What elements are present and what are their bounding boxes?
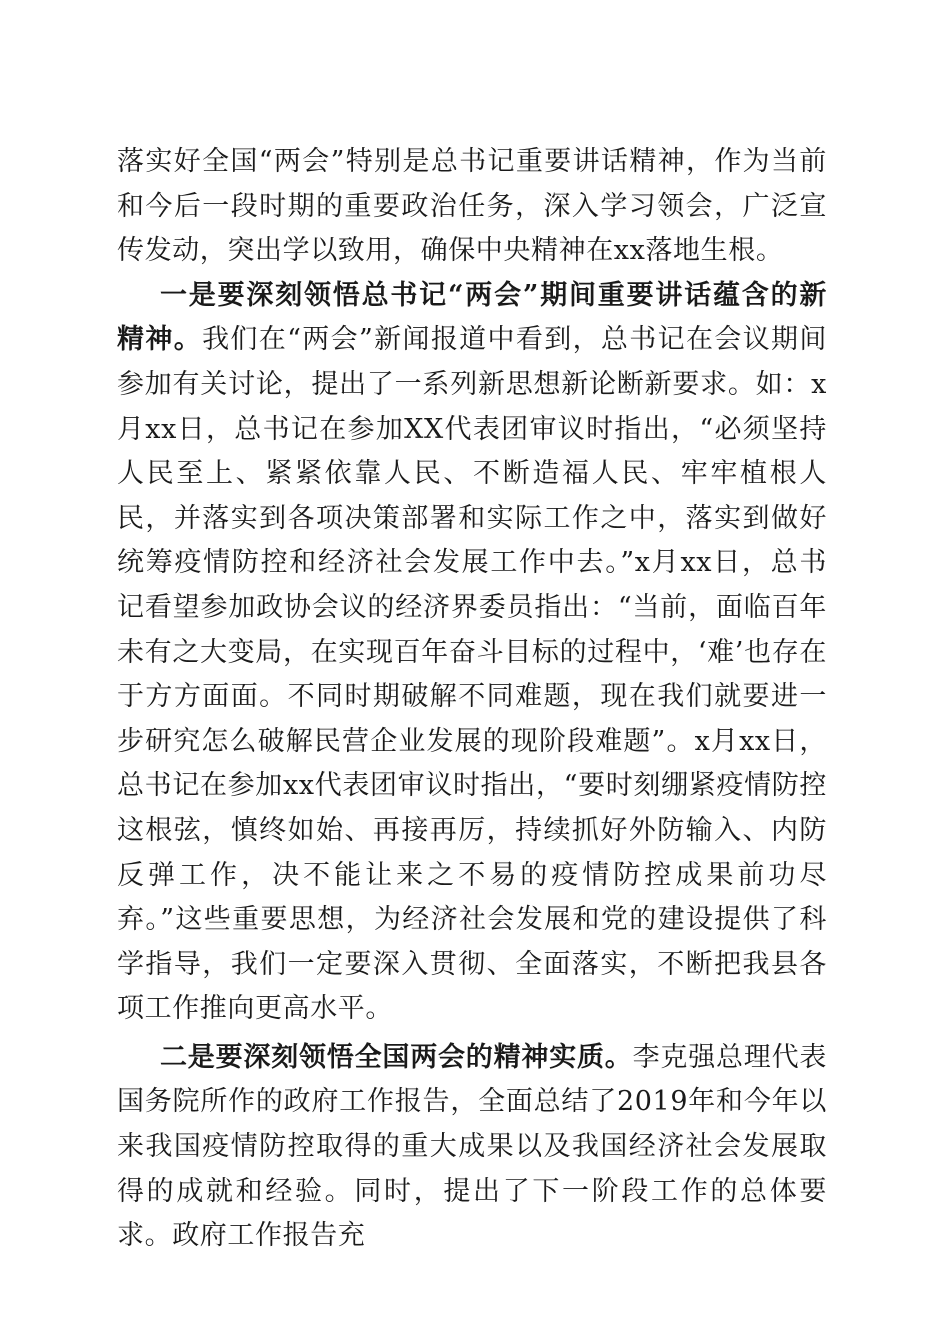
paragraph-point-one-heading: 一是要深刻领悟总书记“两会”期间重要讲话蕴含的新精神。 — [117, 279, 827, 356]
paragraph-point-two — [117, 1036, 827, 1259]
paragraph-point-two-text: 李克强总理代表国务院所作的政府工作报告，全面总结了2019年和今年以来我国疫情防控取得的重大成果以及我国经济社会发展取得的成就和经验。同时，提出了下一阶段工作的总体要求。政府工作报告充 — [117, 1041, 828, 1252]
paragraph-point-one-text: 我们在“两会”新闻报道中看到，总书记在会议期间参加有关讨论，提出了一系列新思想新论断新要求。如：x月xx日，总书记在参加XX代表团审议时指出，“必须坚持人民至上、紧紧依靠人民、不断造福人民、牢牢植根人民，并落实到各项决策部署和实际工作之中，落实到做好统筹疫情防控和经济社会发展工作中去。”x月xx日，总书记看望参加政协会议的经济界委员指出：“当前，面临百年未有之大变局，在实现百年奋斗目标的过程中，‘难’也存在于方方面面。不同时期破解不同难题，现在我们就要进一步研究怎么破解民营企业发展的现阶段难题”。x月xx日，总书记在参加xx代表团审议时指出，“要时刻绷紧疫情防控这根弦，慎终如始、再接再厉，持续抓好外防输入、内防反弹工作，决不能让来之不易的疫情防控成果前功尽弃。”这些重要思想，为经济社会发展和党的建设提供了科学指导，我们一定要深入贯彻、全面落实，不断把我县各项工作推向更高水平。 — [117, 324, 827, 1025]
paragraph-point-one — [117, 274, 827, 1032]
paragraph-intro — [117, 140, 827, 274]
document-body — [117, 140, 827, 1259]
paragraph-intro-text: 落实好全国“两会”特别是总书记重要讲话精神，作为当前和今后一段时期的重要政治任务，深入学习领会，广泛宣传发动，突出学以致用，确保中央精神在xx落地生根。 — [117, 146, 827, 267]
paragraph-point-two-heading: 二是要深刻领悟全国两会的精神实质。 — [160, 1041, 633, 1073]
